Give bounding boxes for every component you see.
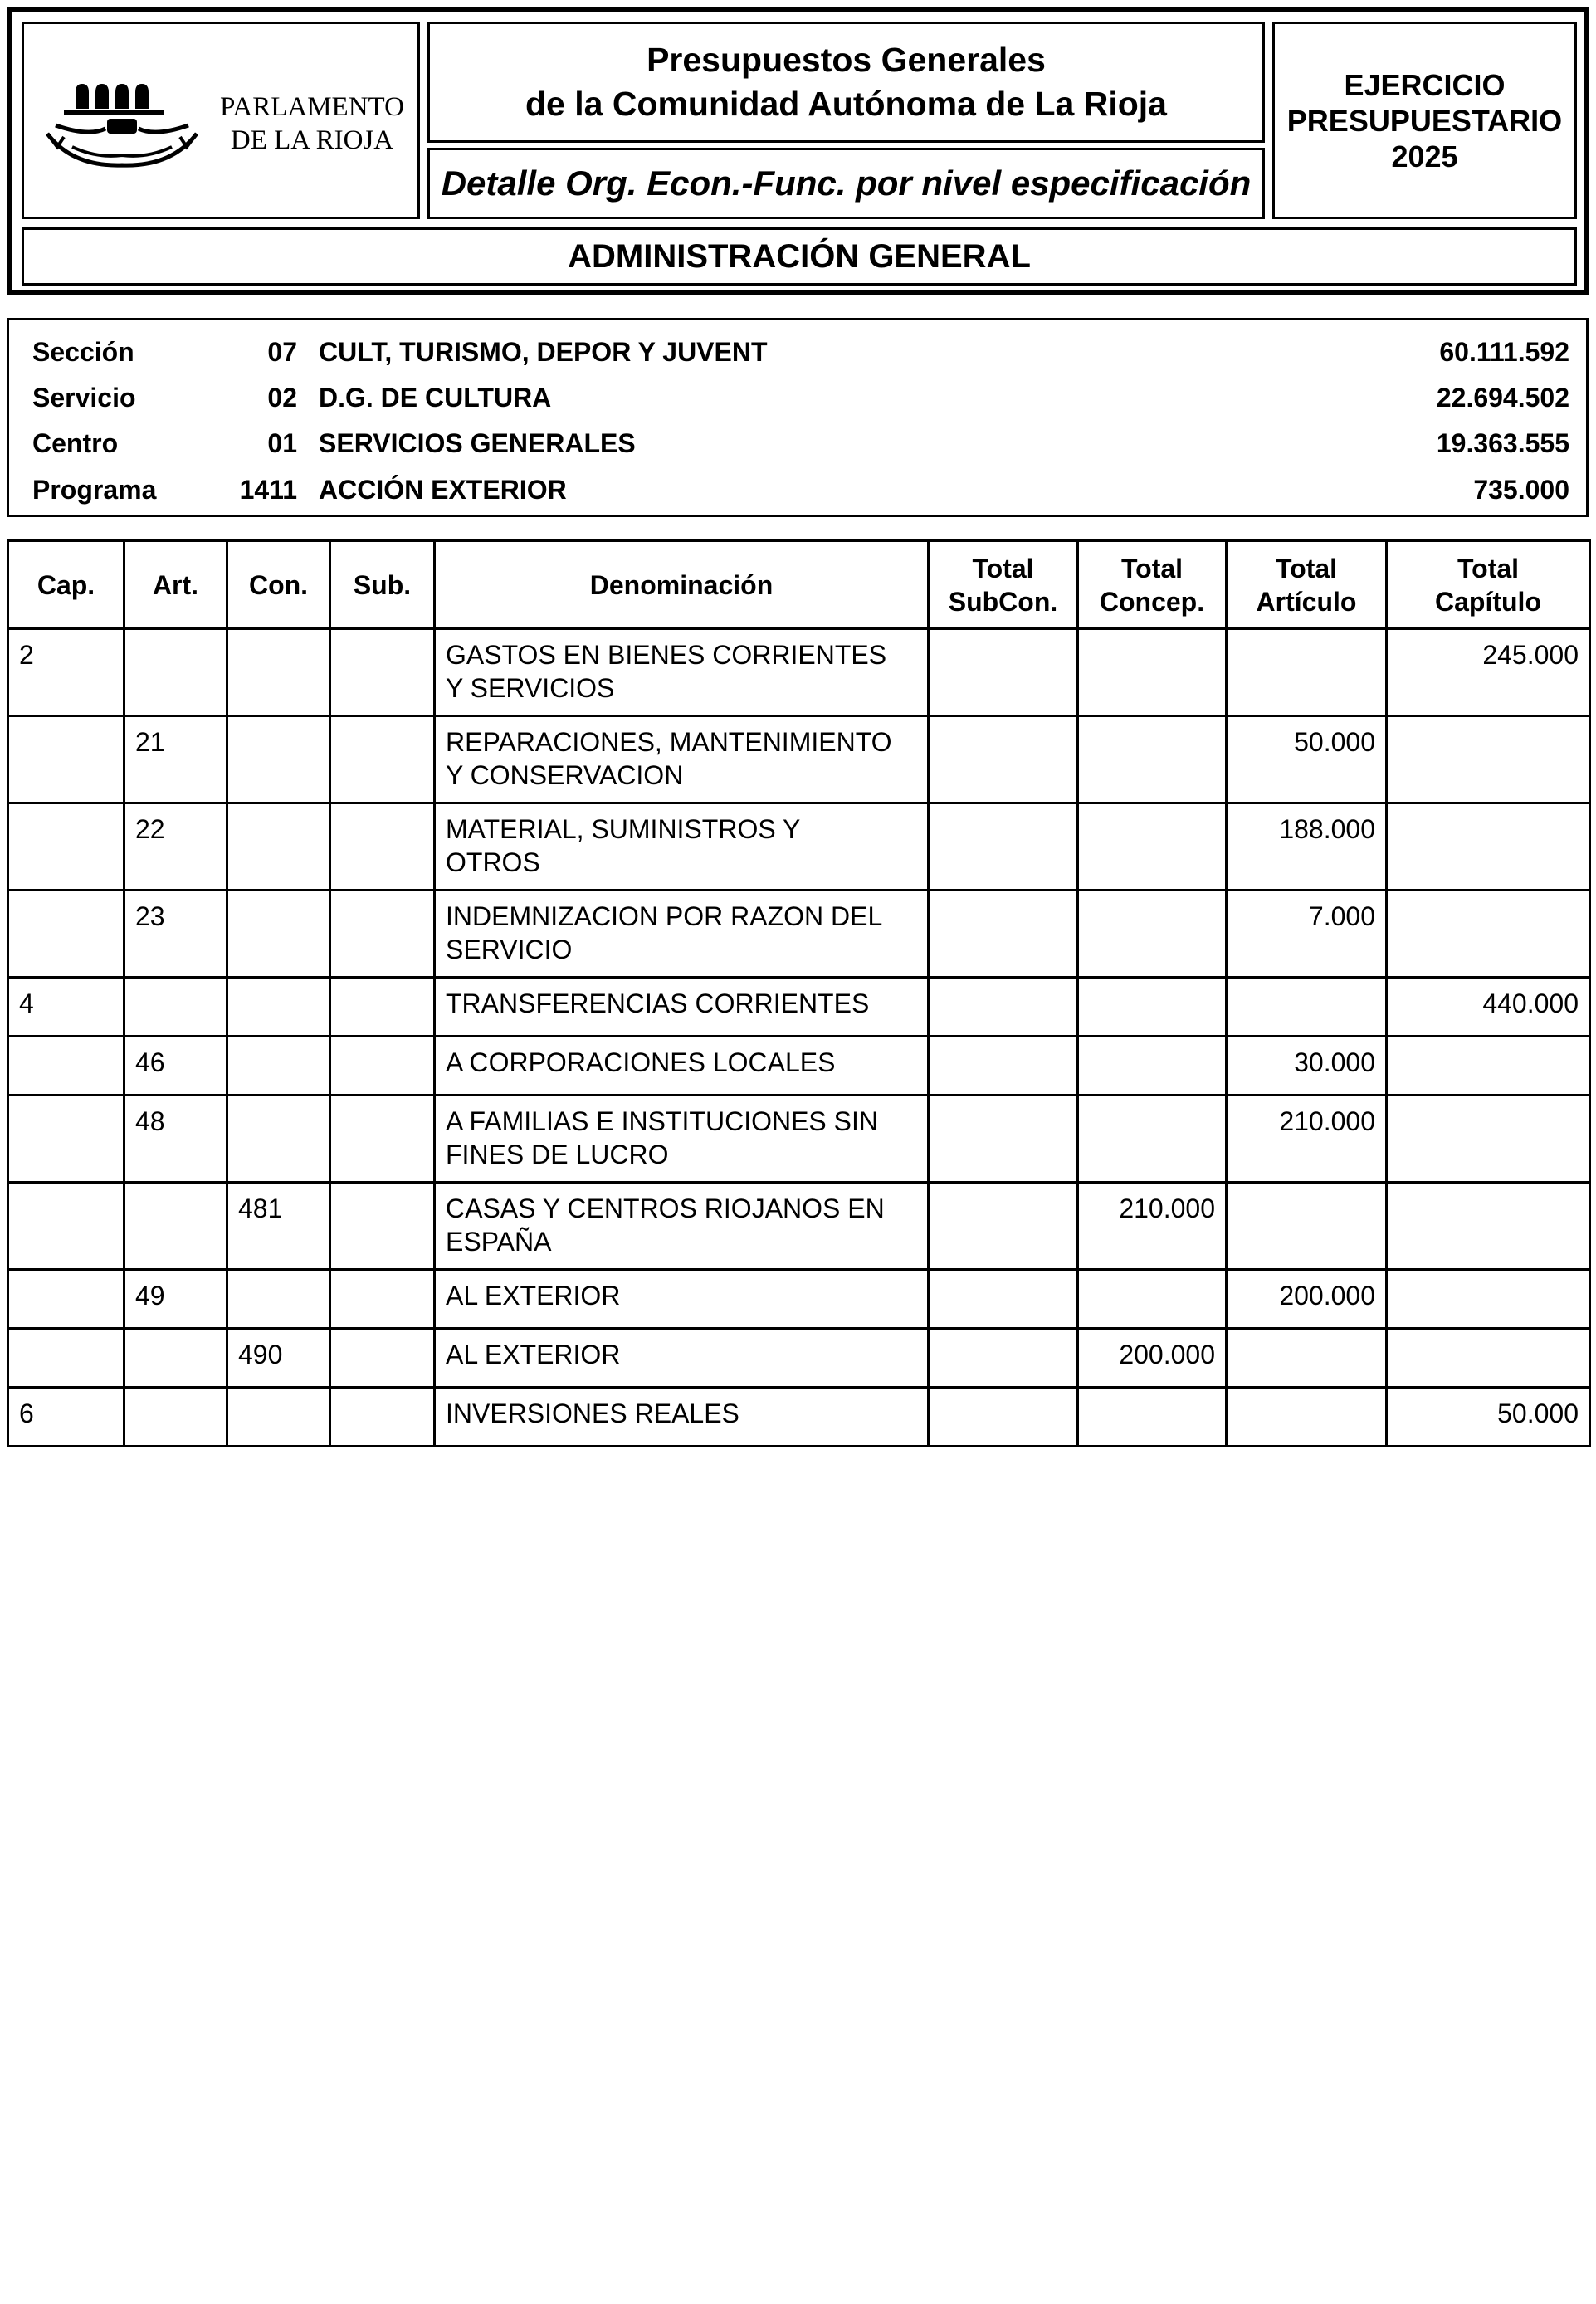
table-row [8, 1329, 1590, 1388]
den-line: CASAS Y CENTROS RIOJANOS EN [446, 1193, 885, 1223]
cell-total-articulo [1227, 629, 1387, 716]
cell-total-concep [1078, 629, 1227, 716]
year-line2: PRESUPUESTARIO [1286, 103, 1563, 138]
cell-total-capitulo [1387, 1096, 1590, 1183]
parliament-name [208, 90, 416, 157]
table-row [8, 716, 1590, 803]
info-amount: 22.694.502 [1436, 383, 1569, 412]
cell-art: 21 [124, 716, 227, 803]
col-header-text: Total [1275, 553, 1338, 583]
table-row [8, 803, 1590, 891]
cell-cap [8, 1037, 124, 1096]
table-row [8, 1270, 1590, 1329]
cell-total-subcon [929, 629, 1078, 716]
cell-total-concep [1078, 1096, 1227, 1183]
year-line1: EJERCICIO [1344, 67, 1506, 102]
info-name: SERVICIOS GENERALES [319, 428, 636, 458]
cell-total-articulo: 210.000 [1227, 1096, 1387, 1183]
cell-con [227, 629, 330, 716]
cell-con [227, 803, 330, 891]
cell-cap [8, 1270, 124, 1329]
cell-total-capitulo: 245.000 [1387, 629, 1590, 716]
den-line: GASTOS EN BIENES CORRIENTES [446, 640, 887, 670]
table-row [8, 891, 1590, 978]
cell-art [124, 629, 227, 716]
cell-total-concep [1078, 1037, 1227, 1096]
cell-total-capitulo [1387, 716, 1590, 803]
cell-cap: 2 [8, 629, 124, 716]
cell-total-subcon [929, 1329, 1078, 1388]
cell-art [124, 978, 227, 1037]
cell-total-articulo [1227, 1329, 1387, 1388]
cell-art: 23 [124, 891, 227, 978]
cell-art: 22 [124, 803, 227, 891]
cell-cap [8, 803, 124, 891]
info-code: 1411 [239, 475, 297, 505]
cell-con [227, 716, 330, 803]
cell-denominacion: AL EXTERIOR [435, 1270, 929, 1329]
col-header-denominacion: Denominación [435, 541, 929, 629]
cell-con [227, 1270, 330, 1329]
cell-total-subcon [929, 803, 1078, 891]
col-header-total-articulo [1227, 541, 1387, 629]
cell-total-articulo [1227, 1183, 1387, 1270]
cell-cap [8, 1096, 124, 1183]
cell-total-concep [1078, 978, 1227, 1037]
cell-total-subcon [929, 716, 1078, 803]
cell-total-concep [1078, 1388, 1227, 1447]
den-line: Y SERVICIOS [446, 673, 615, 703]
cell-sub [330, 1388, 435, 1447]
cell-sub [330, 891, 435, 978]
table-row [8, 1096, 1590, 1183]
cell-total-concep [1078, 716, 1227, 803]
cell-cap: 6 [8, 1388, 124, 1447]
cell-art [124, 1388, 227, 1447]
den-line: A FAMILIAS E INSTITUCIONES SIN [446, 1106, 878, 1136]
info-amount: 19.363.555 [1436, 428, 1569, 458]
cell-con [227, 978, 330, 1037]
table-header-row [8, 541, 1590, 629]
parliament-name-line1: PARLAMENTO [220, 92, 404, 122]
cell-cap [8, 891, 124, 978]
col-header-art: Art. [124, 541, 227, 629]
cell-total-subcon [929, 1183, 1078, 1270]
col-header-total-capitulo [1387, 541, 1590, 629]
fiscal-year-box [1272, 22, 1577, 219]
col-header-total-subcon [929, 541, 1078, 629]
col-header-text: Concep. [1099, 586, 1205, 617]
col-header-text: Total [1120, 553, 1184, 583]
title-line1: Presupuestos Generales [647, 41, 1046, 79]
cell-total-capitulo [1387, 803, 1590, 891]
cell-sub [330, 716, 435, 803]
cell-total-subcon [929, 1388, 1078, 1447]
cell-total-subcon [929, 1270, 1078, 1329]
organization-info [7, 318, 1589, 517]
cell-total-articulo: 7.000 [1227, 891, 1387, 978]
cell-con: 490 [227, 1329, 330, 1388]
cell-total-concep: 200.000 [1078, 1329, 1227, 1388]
info-amount: 735.000 [1473, 475, 1569, 505]
info-code: 07 [267, 337, 297, 367]
table-row [8, 1183, 1590, 1270]
cell-denominacion: AL EXTERIOR [435, 1329, 929, 1388]
cell-total-concep [1078, 891, 1227, 978]
table-row [8, 1037, 1590, 1096]
cell-sub [330, 1270, 435, 1329]
cell-total-concep [1078, 1270, 1227, 1329]
info-label: Servicio [32, 383, 136, 412]
info-row-programa [9, 473, 1586, 506]
cell-denominacion: TRANSFERENCIAS CORRIENTES [435, 978, 929, 1037]
col-header-text: Capítulo [1435, 586, 1541, 617]
cell-total-capitulo [1387, 1183, 1590, 1270]
table-row [8, 629, 1590, 716]
cell-total-articulo [1227, 1388, 1387, 1447]
cell-total-capitulo: 50.000 [1387, 1388, 1590, 1447]
cell-total-articulo: 200.000 [1227, 1270, 1387, 1329]
cell-cap [8, 1183, 124, 1270]
cell-art: 49 [124, 1270, 227, 1329]
parliament-name-line2: DE LA RIOJA [230, 125, 394, 155]
cell-total-subcon [929, 1037, 1078, 1096]
cell-art [124, 1329, 227, 1388]
den-line: FINES DE LUCRO [446, 1140, 669, 1169]
info-name: CULT, TURISMO, DEPOR Y JUVENT [319, 337, 768, 367]
parliament-emblem-icon [39, 67, 205, 192]
info-name: ACCIÓN EXTERIOR [319, 475, 567, 505]
cell-denominacion: A CORPORACIONES LOCALES [435, 1037, 929, 1096]
cell-sub [330, 978, 435, 1037]
info-row-centro [9, 427, 1586, 460]
document-title [427, 22, 1265, 143]
budget-table [7, 539, 1591, 1447]
cell-total-articulo [1227, 978, 1387, 1037]
parliament-logo-box [22, 22, 420, 219]
cell-sub [330, 1037, 435, 1096]
cell-sub [330, 1329, 435, 1388]
cell-total-capitulo [1387, 1037, 1590, 1096]
cell-denominacion [435, 803, 929, 891]
cell-con [227, 1388, 330, 1447]
cell-cap [8, 1329, 124, 1388]
den-line: SERVICIO [446, 935, 573, 964]
cell-denominacion: INVERSIONES REALES [435, 1388, 929, 1447]
col-header-text: Total [972, 553, 1034, 583]
col-header-con: Con. [227, 541, 330, 629]
info-label: Centro [32, 428, 119, 458]
info-name: D.G. DE CULTURA [319, 383, 552, 412]
info-row-seccion [9, 335, 1586, 369]
cell-sub [330, 1183, 435, 1270]
col-header-text: SubCon. [948, 586, 1058, 617]
document-subtitle: Detalle Org. Econ.-Func. por nivel especificación [427, 148, 1265, 219]
table-row [8, 1388, 1590, 1447]
info-amount: 60.111.592 [1439, 337, 1569, 367]
cell-sub [330, 1096, 435, 1183]
cell-con [227, 1037, 330, 1096]
cell-sub [330, 629, 435, 716]
cell-total-capitulo [1387, 891, 1590, 978]
cell-con [227, 1096, 330, 1183]
administration-banner: ADMINISTRACIÓN GENERAL [22, 227, 1577, 286]
cell-art: 46 [124, 1037, 227, 1096]
info-label: Sección [32, 337, 134, 367]
cell-art: 48 [124, 1096, 227, 1183]
cell-total-subcon [929, 891, 1078, 978]
col-header-sub: Sub. [330, 541, 435, 629]
cell-total-capitulo [1387, 1270, 1590, 1329]
cell-total-capitulo: 440.000 [1387, 978, 1590, 1037]
cell-total-concep: 210.000 [1078, 1183, 1227, 1270]
cell-con [227, 891, 330, 978]
col-header-total-concep [1078, 541, 1227, 629]
title-line2: de la Comunidad Autónoma de La Rioja [525, 85, 1167, 123]
cell-denominacion [435, 891, 929, 978]
cell-total-capitulo [1387, 1329, 1590, 1388]
den-line: Y CONSERVACION [446, 760, 684, 790]
table-row [8, 978, 1590, 1037]
info-label: Programa [32, 475, 157, 505]
cell-cap: 4 [8, 978, 124, 1037]
cell-denominacion [435, 1183, 929, 1270]
den-line: REPARACIONES, MANTENIMIENTO [446, 727, 892, 757]
cell-denominacion [435, 1096, 929, 1183]
cell-total-subcon [929, 978, 1078, 1037]
col-header-text: Total [1457, 553, 1520, 583]
den-line: INDEMNIZACION POR RAZON DEL [446, 901, 883, 931]
cell-total-articulo: 50.000 [1227, 716, 1387, 803]
col-header-cap: Cap. [8, 541, 124, 629]
info-code: 01 [267, 428, 297, 458]
cell-denominacion [435, 629, 929, 716]
info-code: 02 [267, 383, 297, 412]
info-row-servicio [9, 381, 1586, 414]
den-line: OTROS [446, 847, 540, 877]
cell-total-concep [1078, 803, 1227, 891]
cell-cap [8, 716, 124, 803]
cell-total-articulo: 30.000 [1227, 1037, 1387, 1096]
cell-con: 481 [227, 1183, 330, 1270]
cell-denominacion [435, 716, 929, 803]
cell-total-subcon [929, 1096, 1078, 1183]
year-line3: 2025 [1391, 139, 1458, 173]
cell-sub [330, 803, 435, 891]
cell-art [124, 1183, 227, 1270]
cell-total-articulo: 188.000 [1227, 803, 1387, 891]
document-header [7, 7, 1589, 295]
den-line: ESPAÑA [446, 1227, 552, 1257]
den-line: MATERIAL, SUMINISTROS Y [446, 814, 801, 844]
col-header-text: Artículo [1256, 586, 1357, 617]
